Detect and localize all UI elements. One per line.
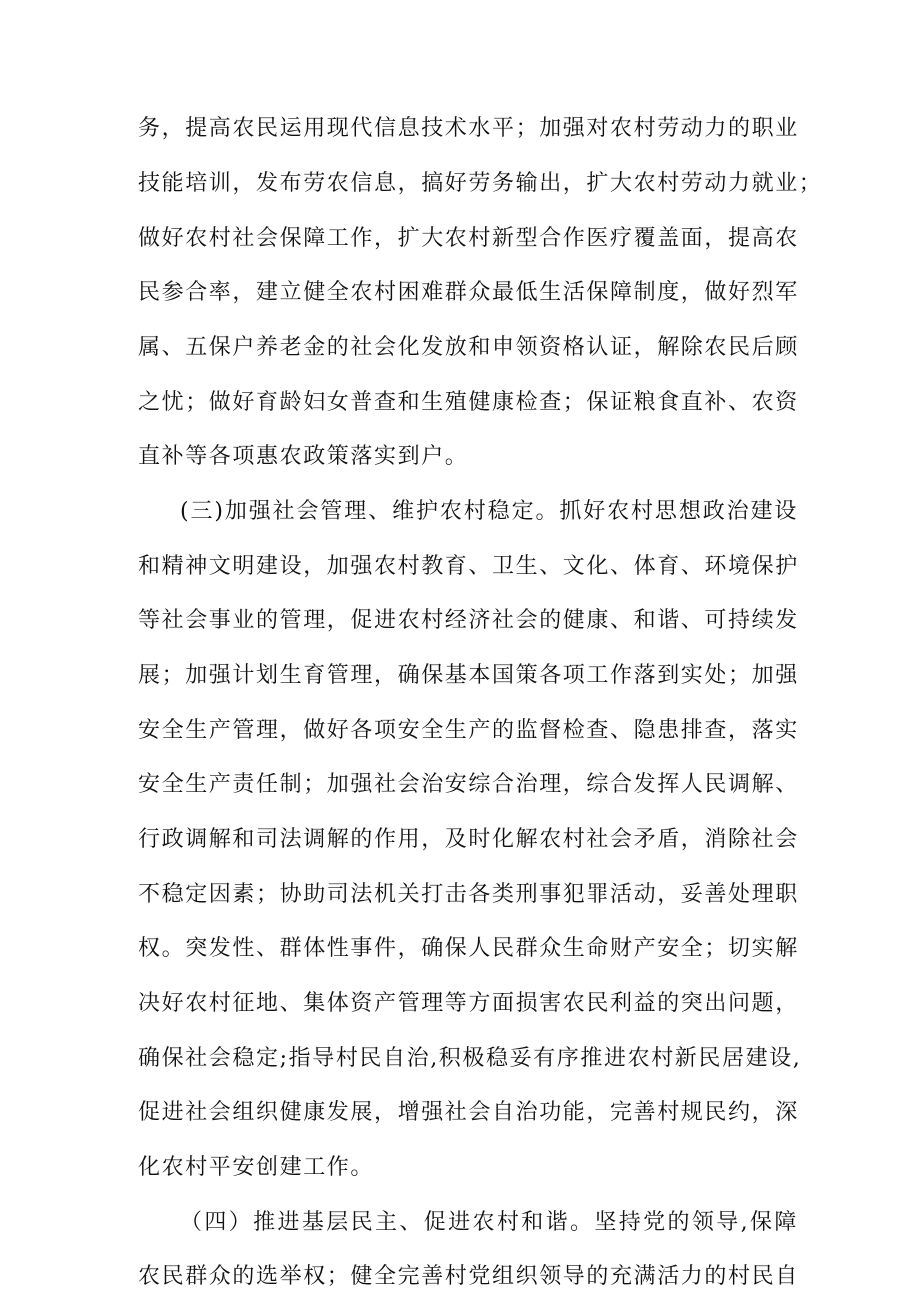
text-line: 化农村平安创建工作。 — [138, 1155, 375, 1180]
text-line: 之忧；做好育龄妇女普查和生殖健康检查；保证粮食直补、农资 — [138, 390, 799, 415]
text-line: 安全生产管理，做好各项安全生产的监督检查、隐患排查，落实 — [138, 718, 799, 743]
text-line: 决好农村征地、集体资产管理等方面损害农民利益的突出问题， — [138, 991, 799, 1016]
text-line: 不稳定因素；协助司法机关打击各类刑事犯罪活动，妥善处理职 — [138, 882, 799, 907]
text-line: 属、五保户养老金的社会化发放和申领资格认证，解除农民后顾 — [138, 335, 799, 360]
text-line: 促进社会组织健康发展，增强社会自治功能，完善村规民约，深 — [138, 1100, 799, 1125]
text-line: 确保社会稳定;指导村民自治,积极稳妥有序推进农村新民居建设, — [138, 1046, 802, 1071]
text-line: 权。突发性、群体性事件，确保人民群众生命财产安全；切实解 — [138, 936, 799, 961]
text-line: 展；加强计划生育管理，确保基本国策各项工作落到实处；加强 — [138, 663, 799, 688]
paragraph-heading-line: （四）推进基层民主、促进农村和谐。坚持党的领导,保障 — [180, 1210, 798, 1235]
text-line: 务，提高农民运用现代信息技术水平；加强对农村劳动力的职业 — [138, 116, 799, 141]
text-line: 安全生产责任制；加强社会治安综合治理，综合发挥人民调解、 — [138, 772, 799, 797]
paragraph-heading-line: (三)加强社会管理、维护农村稳定。抓好农村思想政治建设 — [180, 499, 798, 524]
text-line: 和精神文明建设，加强农村教育、卫生、文化、体育、环境保护 — [138, 554, 799, 579]
text-line: 行政调解和司法调解的作用，及时化解农村社会矛盾，消除社会 — [138, 827, 799, 852]
text-line: 等社会事业的管理，促进农村经济社会的健康、和谐、可持续发 — [138, 608, 799, 633]
text-line: 民参合率，建立健全农村困难群众最低生活保障制度，做好烈军 — [138, 280, 799, 305]
text-line: 做好农村社会保障工作，扩大农村新型合作医疗覆盖面，提高农 — [138, 226, 799, 251]
text-line: 技能培训，发布劳农信息，搞好劳务输出，扩大农村劳动力就业； — [138, 171, 823, 196]
text-line: 直补等各项惠农政策落实到户。 — [138, 444, 469, 469]
text-line: 农民群众的选举权；健全完善村党组织领导的充满活力的村民自 — [138, 1264, 799, 1289]
